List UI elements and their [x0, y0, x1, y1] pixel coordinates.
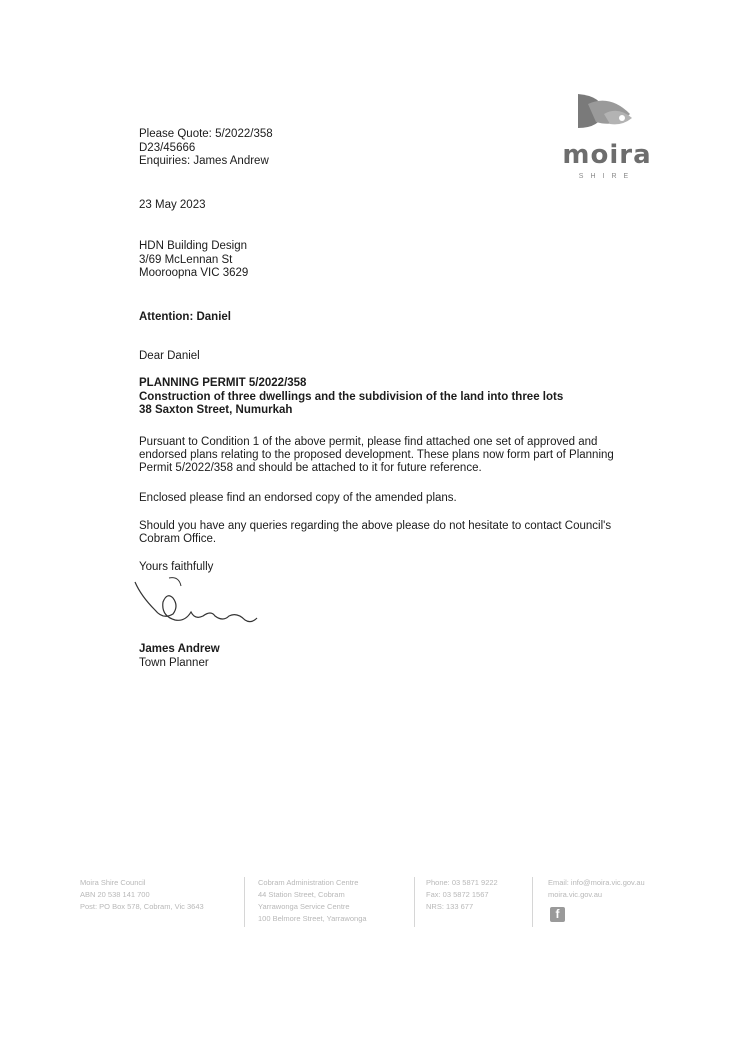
subject-description: Construction of three dwellings and the subdivision of the land into three lots — [139, 390, 564, 403]
recipient-address — [139, 240, 248, 281]
salutation: Dear Daniel — [139, 350, 200, 362]
footer-offices: Cobram Administration Centre 44 Station Street, Cobram Yarrawonga Service Centre 100 Belmore Street, Yarrawonga — [258, 878, 367, 923]
signatory-name: James Andrew — [139, 643, 220, 655]
footer-divider — [414, 877, 415, 927]
logo-wordmark: moira — [562, 140, 652, 170]
footer-web — [548, 877, 645, 901]
document-reference: D23/45666 — [139, 141, 196, 154]
address-line: Mooroopna VIC 3629 — [139, 267, 249, 279]
signature-image — [133, 576, 273, 636]
letter-footer — [80, 877, 680, 937]
attention-line: Attention: Daniel — [139, 311, 231, 323]
address-line: HDN Building Design — [139, 240, 248, 252]
subject-permit: PLANNING PERMIT 5/2022/358 — [139, 377, 307, 389]
subject-address: 38 Saxton Street, Numurkah — [139, 404, 293, 416]
footer-divider — [532, 877, 533, 927]
facebook-icon[interactable]: f — [550, 907, 565, 922]
subject-block — [139, 377, 563, 418]
quote-reference: Please Quote: 5/2022/358 — [139, 128, 273, 140]
footer-council-info: Moira Shire Council ABN 20 538 141 700 Post: PO Box 578, Cobram, Vic 3643 — [80, 878, 204, 911]
signatory-title: Town Planner — [139, 657, 209, 669]
body-paragraph-3: Should you have any queries regarding the above please do not hesitate to contact Council's Cobram Office. — [139, 520, 612, 545]
footer-website-link[interactable]: moira.vic.gov.au — [548, 890, 603, 899]
footer-email-link[interactable]: Email: info@moira.vic.gov.au — [548, 878, 645, 887]
footer-phone: Phone: 03 5871 9222 Fax: 03 5872 1567 NRS: 133 677 — [426, 878, 498, 911]
moira-shire-logo — [552, 88, 662, 188]
reference-block — [139, 128, 273, 169]
footer-divider — [244, 877, 245, 927]
closing: Yours faithfully — [139, 561, 214, 573]
enquiries-contact: Enquiries: James Andrew — [139, 155, 269, 167]
address-line: 3/69 McLennan St — [139, 253, 233, 266]
moira-logo-icon — [552, 88, 662, 148]
logo-subtitle: SHIRE — [578, 173, 636, 180]
body-paragraph-2: Enclosed please find an endorsed copy of the amended plans. — [139, 492, 457, 504]
letter-date: 23 May 2023 — [139, 199, 206, 211]
body-paragraph-1: Pursuant to Condition 1 of the above permit, please find attached one set of approved and endorsed plans relating to the proposed development. These plans now form part of Planning Permit 5/2022/358 and should be attached to it for future reference. — [139, 436, 614, 474]
